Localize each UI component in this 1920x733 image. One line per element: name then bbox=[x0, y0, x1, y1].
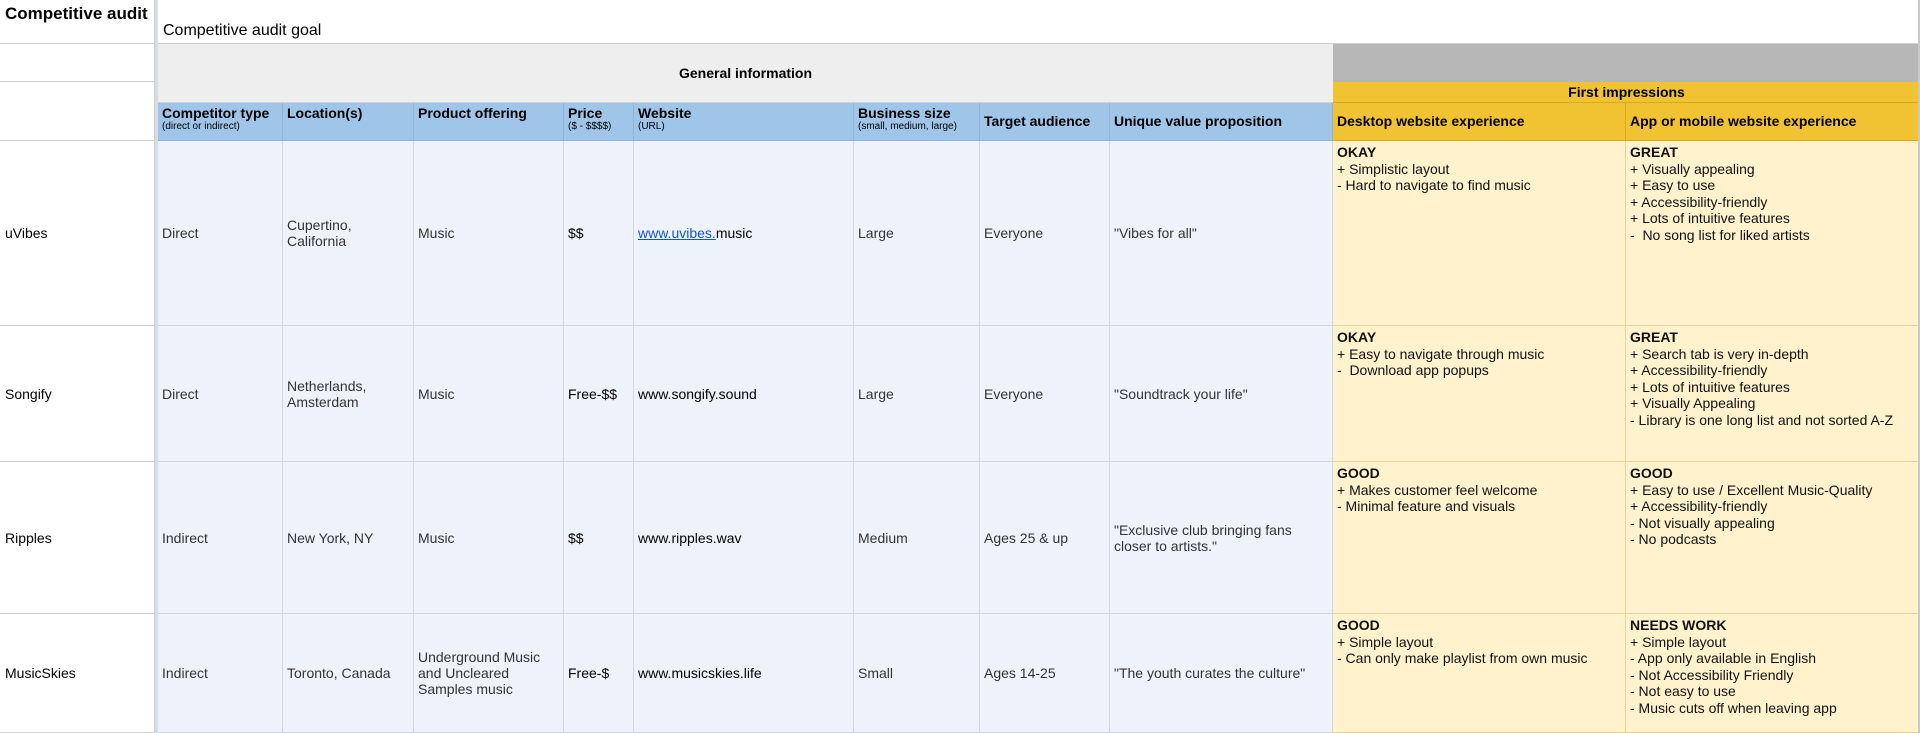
note-line: - Library is one long list and not sorted A-Z bbox=[1630, 411, 1894, 428]
website-link[interactable]: www.uvibes. bbox=[638, 225, 716, 241]
header-label: Website bbox=[638, 105, 692, 121]
note-line: - Minimal feature and visuals bbox=[1337, 498, 1516, 514]
competitor-name-cell[interactable]: MusicSkies bbox=[0, 614, 155, 733]
header-label: Product offering bbox=[418, 105, 527, 121]
note-line: - Not visually appealing bbox=[1630, 514, 1775, 531]
header-label: Location(s) bbox=[287, 105, 363, 121]
note-line: + Easy to use / Excellent Music-Quality bbox=[1630, 481, 1873, 498]
header-mobile-experience[interactable] bbox=[1626, 103, 1920, 141]
header-business-size[interactable] bbox=[854, 103, 980, 141]
note-line: - Can only make playlist from own music bbox=[1337, 650, 1588, 666]
business-size-cell[interactable]: Large bbox=[854, 326, 980, 462]
location-cell[interactable]: New York, NY bbox=[283, 462, 414, 614]
header-competitor-type[interactable] bbox=[158, 103, 283, 141]
blank-cell[interactable] bbox=[0, 82, 155, 141]
competitor-name-cell[interactable]: Songify bbox=[0, 326, 155, 462]
rating-label: OKAY bbox=[1337, 329, 1377, 345]
note-line: + Visually appealing bbox=[1630, 160, 1755, 177]
header-sublabel: (URL) bbox=[638, 121, 665, 132]
note-line: + Easy to use bbox=[1630, 177, 1716, 193]
note-line: + Lots of intuitive features bbox=[1630, 378, 1790, 395]
competitor-name-cell[interactable]: Ripples bbox=[0, 462, 155, 614]
note-line: - Music cuts off when leaving app bbox=[1630, 699, 1837, 716]
location-cell[interactable]: Netherlands, Amsterdam bbox=[283, 326, 414, 462]
header-label: Price bbox=[568, 105, 603, 121]
header-sublabel: (direct or indirect) bbox=[162, 121, 240, 132]
header-label: Competitor type bbox=[162, 105, 270, 121]
note-line: + Simplistic layout bbox=[1337, 160, 1450, 177]
location-cell[interactable]: Toronto, Canada bbox=[283, 614, 414, 733]
blank-cell[interactable] bbox=[0, 44, 155, 82]
note-line: + Accessibility-friendly bbox=[1630, 362, 1768, 378]
mobile-experience-cell[interactable] bbox=[1626, 141, 1920, 326]
rating-label: GOOD bbox=[1630, 465, 1673, 481]
note-line: + Accessibility-friendly bbox=[1630, 498, 1768, 514]
desktop-experience-cell[interactable] bbox=[1333, 462, 1626, 614]
rating-label: NEEDS WORK bbox=[1630, 617, 1727, 633]
note-line: + Simple layout bbox=[1630, 633, 1727, 650]
mobile-experience-cell[interactable] bbox=[1626, 326, 1920, 462]
mobile-experience-cell[interactable] bbox=[1626, 462, 1920, 614]
product-offering-cell[interactable]: Music bbox=[414, 141, 564, 326]
note-line: - Not Accessibility Friendly bbox=[1630, 666, 1794, 683]
target-audience-cell[interactable]: Ages 25 & up bbox=[980, 462, 1110, 614]
note-line: + Accessibility-friendly bbox=[1630, 193, 1768, 210]
header-sublabel: (small, medium, large) bbox=[858, 121, 957, 132]
desktop-experience-cell[interactable] bbox=[1333, 141, 1626, 326]
header-label: Business size bbox=[858, 105, 951, 121]
competitor-type-cell[interactable]: Indirect bbox=[158, 462, 283, 614]
desktop-experience-cell[interactable] bbox=[1333, 326, 1626, 462]
note-line: + Easy to navigate through music bbox=[1337, 345, 1545, 362]
rating-label: OKAY bbox=[1337, 144, 1377, 160]
competitor-name-cell[interactable]: uVibes bbox=[0, 141, 155, 326]
website-text: music bbox=[715, 225, 753, 241]
note-line: - No song list for liked artists bbox=[1630, 226, 1810, 243]
website-cell[interactable]: www.songify.sound bbox=[634, 326, 854, 462]
header-product-offering[interactable] bbox=[414, 103, 564, 141]
header-label: Unique value proposition bbox=[1114, 113, 1283, 129]
price-cell[interactable]: $$ bbox=[564, 141, 634, 326]
rating-label: GOOD bbox=[1337, 617, 1380, 633]
note-line: - No podcasts bbox=[1630, 531, 1717, 547]
header-unique-value-proposition[interactable] bbox=[1110, 103, 1333, 141]
header-website[interactable] bbox=[634, 103, 854, 141]
sheet-title[interactable]: Competitive audit bbox=[0, 0, 155, 44]
uvp-cell[interactable]: "Exclusive club bringing fans closer to artists." bbox=[1110, 462, 1333, 614]
uvp-cell[interactable]: "Soundtrack your life" bbox=[1110, 326, 1333, 462]
target-audience-cell[interactable]: Everyone bbox=[980, 326, 1110, 462]
note-line: - Download app popups bbox=[1337, 362, 1489, 378]
business-size-cell[interactable]: Medium bbox=[854, 462, 980, 614]
price-cell[interactable]: $$ bbox=[564, 462, 634, 614]
competitor-type-cell[interactable]: Direct bbox=[158, 141, 283, 326]
header-target-audience[interactable] bbox=[980, 103, 1110, 141]
note-line: - App only available in English bbox=[1630, 650, 1817, 666]
grey-header-cell[interactable] bbox=[1333, 44, 1920, 82]
note-line: + Lots of intuitive features bbox=[1630, 210, 1790, 226]
note-line: - Hard to navigate to find music bbox=[1337, 177, 1531, 193]
target-audience-cell[interactable]: Everyone bbox=[980, 141, 1110, 326]
product-offering-cell[interactable]: Underground Music and Uncleared Samples music bbox=[414, 614, 564, 733]
header-desktop-experience[interactable] bbox=[1333, 103, 1626, 141]
desktop-experience-cell[interactable] bbox=[1333, 614, 1626, 733]
mobile-experience-cell[interactable] bbox=[1626, 614, 1920, 733]
product-offering-cell[interactable]: Music bbox=[414, 462, 564, 614]
header-label: Target audience bbox=[984, 113, 1091, 129]
header-label: Desktop website experience bbox=[1337, 113, 1525, 129]
header-locations[interactable] bbox=[283, 103, 414, 141]
note-line: + Search tab is very in-depth bbox=[1630, 345, 1809, 362]
note-line: + Makes customer feel welcome bbox=[1337, 481, 1538, 498]
competitor-type-cell[interactable]: Direct bbox=[158, 326, 283, 462]
note-line: + Visually Appealing bbox=[1630, 395, 1756, 411]
price-cell[interactable]: Free-$$ bbox=[564, 326, 634, 462]
price-cell[interactable]: Free-$ bbox=[564, 614, 634, 733]
location-cell[interactable]: Cupertino, California bbox=[283, 141, 414, 326]
business-size-cell[interactable]: Small bbox=[854, 614, 980, 733]
rating-label: GREAT bbox=[1630, 329, 1678, 345]
competitor-type-cell[interactable]: Indirect bbox=[158, 614, 283, 733]
first-impressions-header[interactable]: First impressions bbox=[1333, 82, 1920, 103]
note-line: + Simple layout bbox=[1337, 633, 1434, 650]
product-offering-cell[interactable]: Music bbox=[414, 326, 564, 462]
website-cell[interactable]: www.ripples.wav bbox=[634, 462, 854, 614]
note-line: - Not easy to use bbox=[1630, 683, 1736, 699]
rating-label: GOOD bbox=[1337, 465, 1380, 481]
uvp-cell[interactable]: "The youth curates the culture" bbox=[1110, 614, 1333, 733]
header-label: App or mobile website experience bbox=[1630, 113, 1857, 129]
business-size-cell[interactable]: Large bbox=[854, 141, 980, 326]
header-price[interactable] bbox=[564, 103, 634, 141]
target-audience-cell[interactable]: Ages 14-25 bbox=[980, 614, 1110, 733]
audit-goal-cell[interactable]: Competitive audit goal bbox=[158, 0, 1920, 44]
general-information-header[interactable]: General information bbox=[158, 44, 1333, 103]
website-cell[interactable] bbox=[634, 141, 854, 326]
uvp-cell[interactable]: "Vibes for all" bbox=[1110, 141, 1333, 326]
rating-label: GREAT bbox=[1630, 144, 1678, 160]
header-sublabel: ($ - $$$$) bbox=[568, 121, 612, 132]
website-cell[interactable]: www.musicskies.life bbox=[634, 614, 854, 733]
